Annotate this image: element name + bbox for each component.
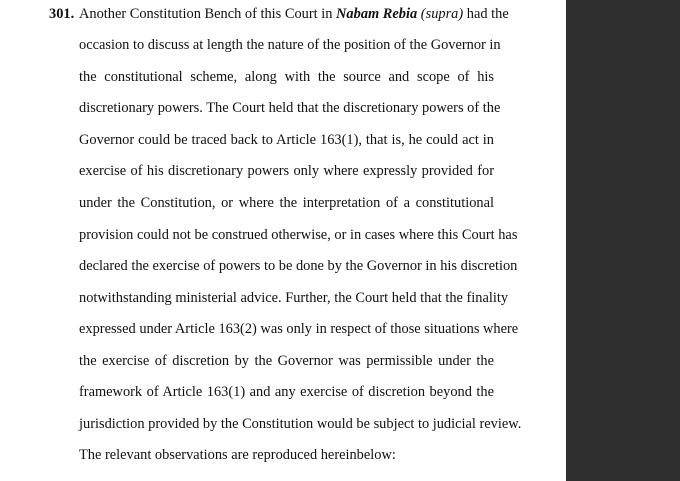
supra-citation: (supra) bbox=[420, 6, 464, 22]
paragraph-line-15: The relevant observations are reproduced hereinbelow: bbox=[79, 447, 396, 463]
case-name: Nabam Rebia bbox=[336, 6, 418, 22]
paragraph-line-12: the exercise of discretion by the Governor was permissible under the bbox=[79, 353, 494, 369]
paragraph-line-13: framework of Article 163(1) and any exercise of discretion beyond the bbox=[79, 384, 494, 400]
line1-text-e: had the bbox=[463, 6, 509, 22]
line1-text-a: Another Constitution Bench of this Court in bbox=[79, 6, 337, 22]
paragraph-line-6: exercise of his discretionary powers only where expressly provided for bbox=[79, 163, 494, 179]
paragraph-line-8: provision could not be construed otherwise, or in cases where this Court has bbox=[79, 227, 518, 243]
paragraph-line-5: Governor could be traced back to Article 163(1), that is, he could act in bbox=[79, 132, 494, 148]
paragraph-line-4: discretionary powers. The Court held that the discretionary powers of the bbox=[79, 100, 501, 116]
paragraph-line-3: the constitutional scheme, along with the source and scope of his bbox=[79, 69, 494, 85]
paragraph-line-2: occasion to discuss at length the nature of the position of the Governor in bbox=[79, 37, 501, 53]
paragraph-line-10: notwithstanding ministerial advice. Further, the Court held that the finality bbox=[79, 290, 509, 306]
paragraph-line-14: jurisdiction provided by the Constitution would be subject to judicial review. bbox=[79, 416, 522, 432]
paragraph-line-7: under the Constitution, or where the interpretation of a constitutional bbox=[79, 195, 494, 211]
viewer-side-panel bbox=[566, 0, 680, 481]
paragraph-line-11: expressed under Article 163(2) was only in respect of those situations where bbox=[79, 321, 519, 337]
paragraph-line-1 bbox=[79, 4, 509, 24]
paragraph-line-9: declared the exercise of powers to be done by the Governor in his discretion bbox=[79, 258, 518, 274]
paragraph-number: 301. bbox=[49, 6, 75, 22]
